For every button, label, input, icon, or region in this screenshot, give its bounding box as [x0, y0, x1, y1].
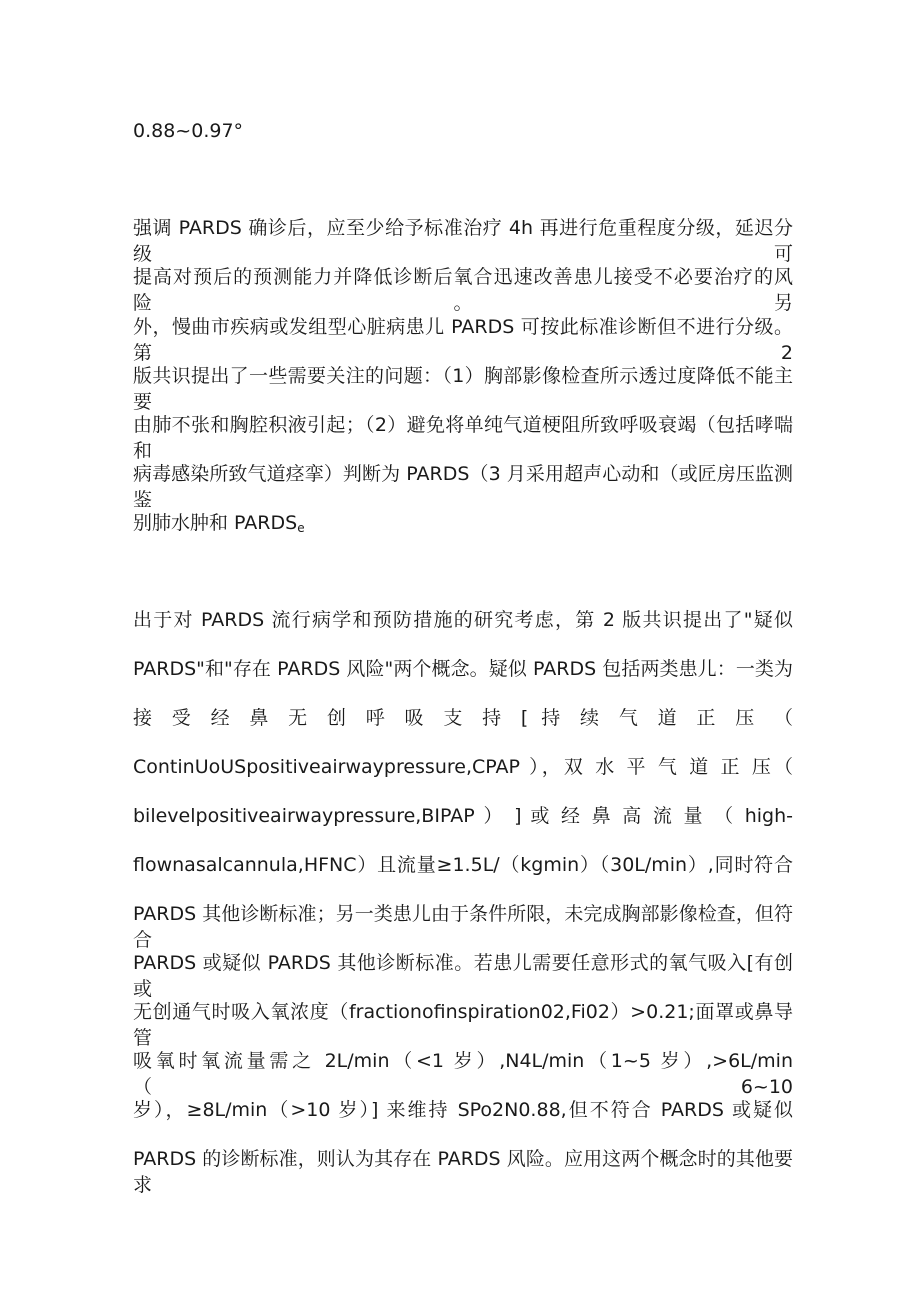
paragraph-1-line-3: 外，慢曲市疾病或发组型心脏病患儿 PARDS 可按此标准诊断但不进行分级。第 2 [133, 316, 793, 364]
paragraph-2-line-5: bilevelpositiveairwaypressure,BIPAP ） ] 或 经 鼻 高 流 量 （ high- [133, 805, 793, 827]
paragraph-1-line-4: 版共识提出了一些需要关注的问题：（1）胸部影像检查所示透过度降低不能主要 [133, 365, 793, 413]
paragraph-1-line-6: 病毒感染所致气道痉挛）判断为 PARDS（3 月采用超声心动和（或匠房压监测鉴 [133, 463, 793, 511]
paragraph-1-line-1: 强调 PARDS 确诊后，应至少给予标准治疗 4h 再进行危重程度分级，延迟分级可 [133, 217, 793, 265]
fragment-line: 0.88~0.97° [133, 120, 244, 142]
paragraph-1-line-5: 由肺不张和胸腔积液引起；（2）避免将单纯气道梗阻所致呼吸衰竭（包括哮喘和 [133, 414, 793, 462]
paragraph-2-line-2: PARDS"和"存在 PARDS 风险"两个概念。疑似 PARDS 包括两类患儿：一类为 [133, 658, 793, 680]
paragraph-2-line-8: PARDS 或疑似 PARDS 其他诊断标准。若患儿需要任意形式的氧气吸入[有创或 [133, 952, 793, 1000]
paragraph-2-line-9: 无创通气时吸入氧浓度（fractionofinspiration02,Fi02）>0.21;面罩或鼻导管 [133, 1001, 793, 1049]
paragraph-2-line-12: PARDS 的诊断标准，则认为其存在 PARDS 风险。应用这两个概念时的其他要求 [133, 1148, 793, 1196]
paragraph-2-line-11: 岁），≥8L/min（>10 岁）] 来维持 SPo2N0.88,但不符合 PARDS 或疑似 [133, 1099, 793, 1121]
paragraph-2-line-10: 吸氧时氧流量需之 2L/min（<1 岁）,N4L/min（1~5 岁）,>6L/min（6~10 [133, 1050, 793, 1098]
paragraph-1-line-2: 提高对预后的预测能力并降低诊断后氧合迅速改善患儿接受不必要治疗的风险。另 [133, 266, 793, 314]
paragraph-2-line-4: ContinUoUSpositiveairwaypressure,CPAP ），双 水 平 气 道 正 压（ [133, 756, 793, 778]
paragraph-2-line-1: 出于对 PARDS 流行病学和预防措施的研究考虑，第 2 版共识提出了"疑似 [133, 609, 793, 631]
paragraph-2-line-3: 接 受 经 鼻 无 创 呼 吸 支 持 [ 持 续 气 道 正 压 （ [133, 707, 793, 729]
paragraph-1-line-7 [133, 510, 793, 541]
paragraph-2-line-7: PARDS 其他诊断标准；另一类患儿由于条件所限，未完成胸部影像检查，但符合 [133, 903, 793, 951]
paragraph-1-line-7-text: 别肺水肿和 PARDS [133, 512, 298, 534]
paragraph-1-suffix: e [297, 521, 305, 535]
paragraph-2-line-6: flownasalcannula,HFNC）且流量≥1.5L∕（kgmin）（30L/min）,同时符合 [133, 854, 793, 876]
